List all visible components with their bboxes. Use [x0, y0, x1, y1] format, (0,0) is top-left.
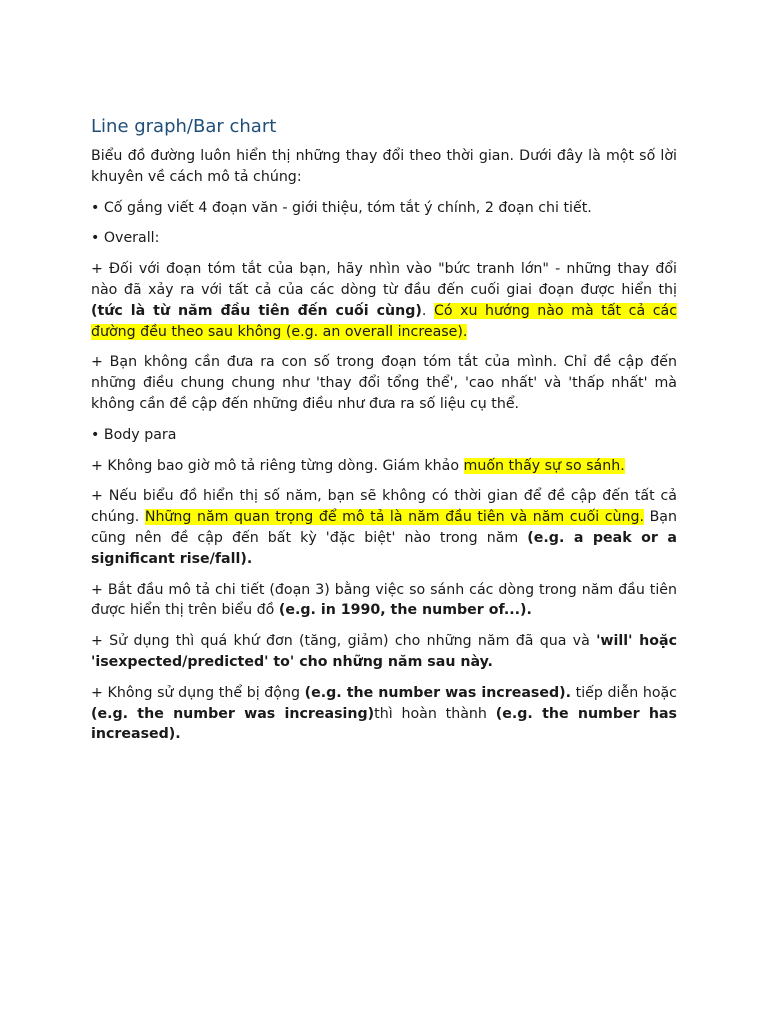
highlighted-run: Những năm quan trọng để mô tả là năm đầu tiên và năm cuối cùng. — [144, 509, 645, 526]
text-run: • Cố gắng viết 4 đoạn văn - giới thiệu, tóm tắt ý chính, 2 đoạn chi tiết. — [91, 199, 592, 216]
text-run: + Bạn không cần đưa ra con số trong đoạn tóm tắt của mình. Chỉ đề cập đến những điều chung chung như 'thay đổi tổng thể', 'cao nhất' và 'thấp nhất' mà không cần đề cập đến những điều như đưa ra số liệu cụ thể. — [91, 354, 677, 412]
paragraph-body-tip-4 — [91, 631, 677, 673]
text-run: + Đối với đoạn tóm tắt của bạn, hãy nhìn vào "bức tranh lớn" - những thay đổi nào đã xảy ra với tất cả của các dòng từ đầu đến cuối giai đoạn được hiển thị — [91, 261, 677, 298]
text-run: tiếp diễn hoặc — [571, 684, 677, 701]
paragraph-body-tip-3 — [91, 580, 677, 622]
paragraph-body-tip-1 — [91, 456, 677, 477]
document-body — [91, 146, 677, 745]
bold-run: (tức là từ năm đầu tiên đến cuối cùng) — [91, 302, 422, 319]
paragraph-bullet-overall — [91, 228, 677, 249]
text-run: + Không sử dụng thể bị động — [91, 684, 305, 701]
text-run: + Bắt đầu mô tả chi tiết (đoạn 3) bằng việc so sánh các dòng trong năm đầu tiên được hiển thị trên biểu đồ — [91, 581, 677, 619]
bold-run: (e.g. in 1990, the number of...). — [278, 602, 532, 619]
text-run: Bạn cũng nên đề cập đến bất kỳ 'đặc biệt' nào trong năm — [91, 509, 677, 546]
text-run: + Không bao giờ mô tả riêng từng dòng. Giám khảo — [91, 457, 464, 474]
paragraph-bullet-paragraphs — [91, 198, 677, 219]
paragraph-overall-tip-2 — [91, 352, 677, 414]
paragraph-body-tip-2 — [91, 486, 677, 569]
section-heading: Line graph/Bar chart — [91, 116, 277, 137]
text-run: • Overall: — [91, 230, 160, 247]
paragraph-body-tip-5 — [91, 683, 677, 745]
text-run: thì hoàn thành — [374, 705, 496, 722]
text-run: • Body para — [91, 426, 177, 443]
paragraph-intro — [91, 146, 677, 188]
bold-run: (e.g. the number was increasing) — [91, 705, 375, 722]
bold-run: (e.g. the number has increased). — [91, 705, 678, 743]
bold-run: (e.g. a peak or a significant rise/fall). — [91, 529, 677, 567]
bold-run: (e.g. the number was increased). — [304, 684, 571, 701]
highlighted-run: Có xu hướng nào mà tất cả các đường đều theo sau không (e.g. an overall increase). — [91, 302, 677, 340]
text-run: Biểu đồ đường luôn hiển thị những thay đổi theo thời gian. Dưới đây là một số lời khuyên về cách mô tả chúng: — [91, 148, 677, 185]
bold-run: 'will' hoặc 'isexpected/predicted' to' cho những năm sau này. — [91, 633, 677, 670]
highlighted-run: muốn thấy sự so sánh. — [463, 457, 625, 474]
text-run: . — [421, 302, 434, 319]
paragraph-overall-tip-1 — [91, 259, 677, 342]
text-run: + Sử dụng thì quá khứ đơn (tăng, giảm) cho những năm đã qua và — [91, 633, 597, 650]
text-run: + Nếu biểu đồ hiển thị số năm, bạn sẽ không có thời gian để đề cập đến tất cả chúng. — [91, 488, 677, 526]
paragraph-bullet-body — [91, 425, 677, 446]
